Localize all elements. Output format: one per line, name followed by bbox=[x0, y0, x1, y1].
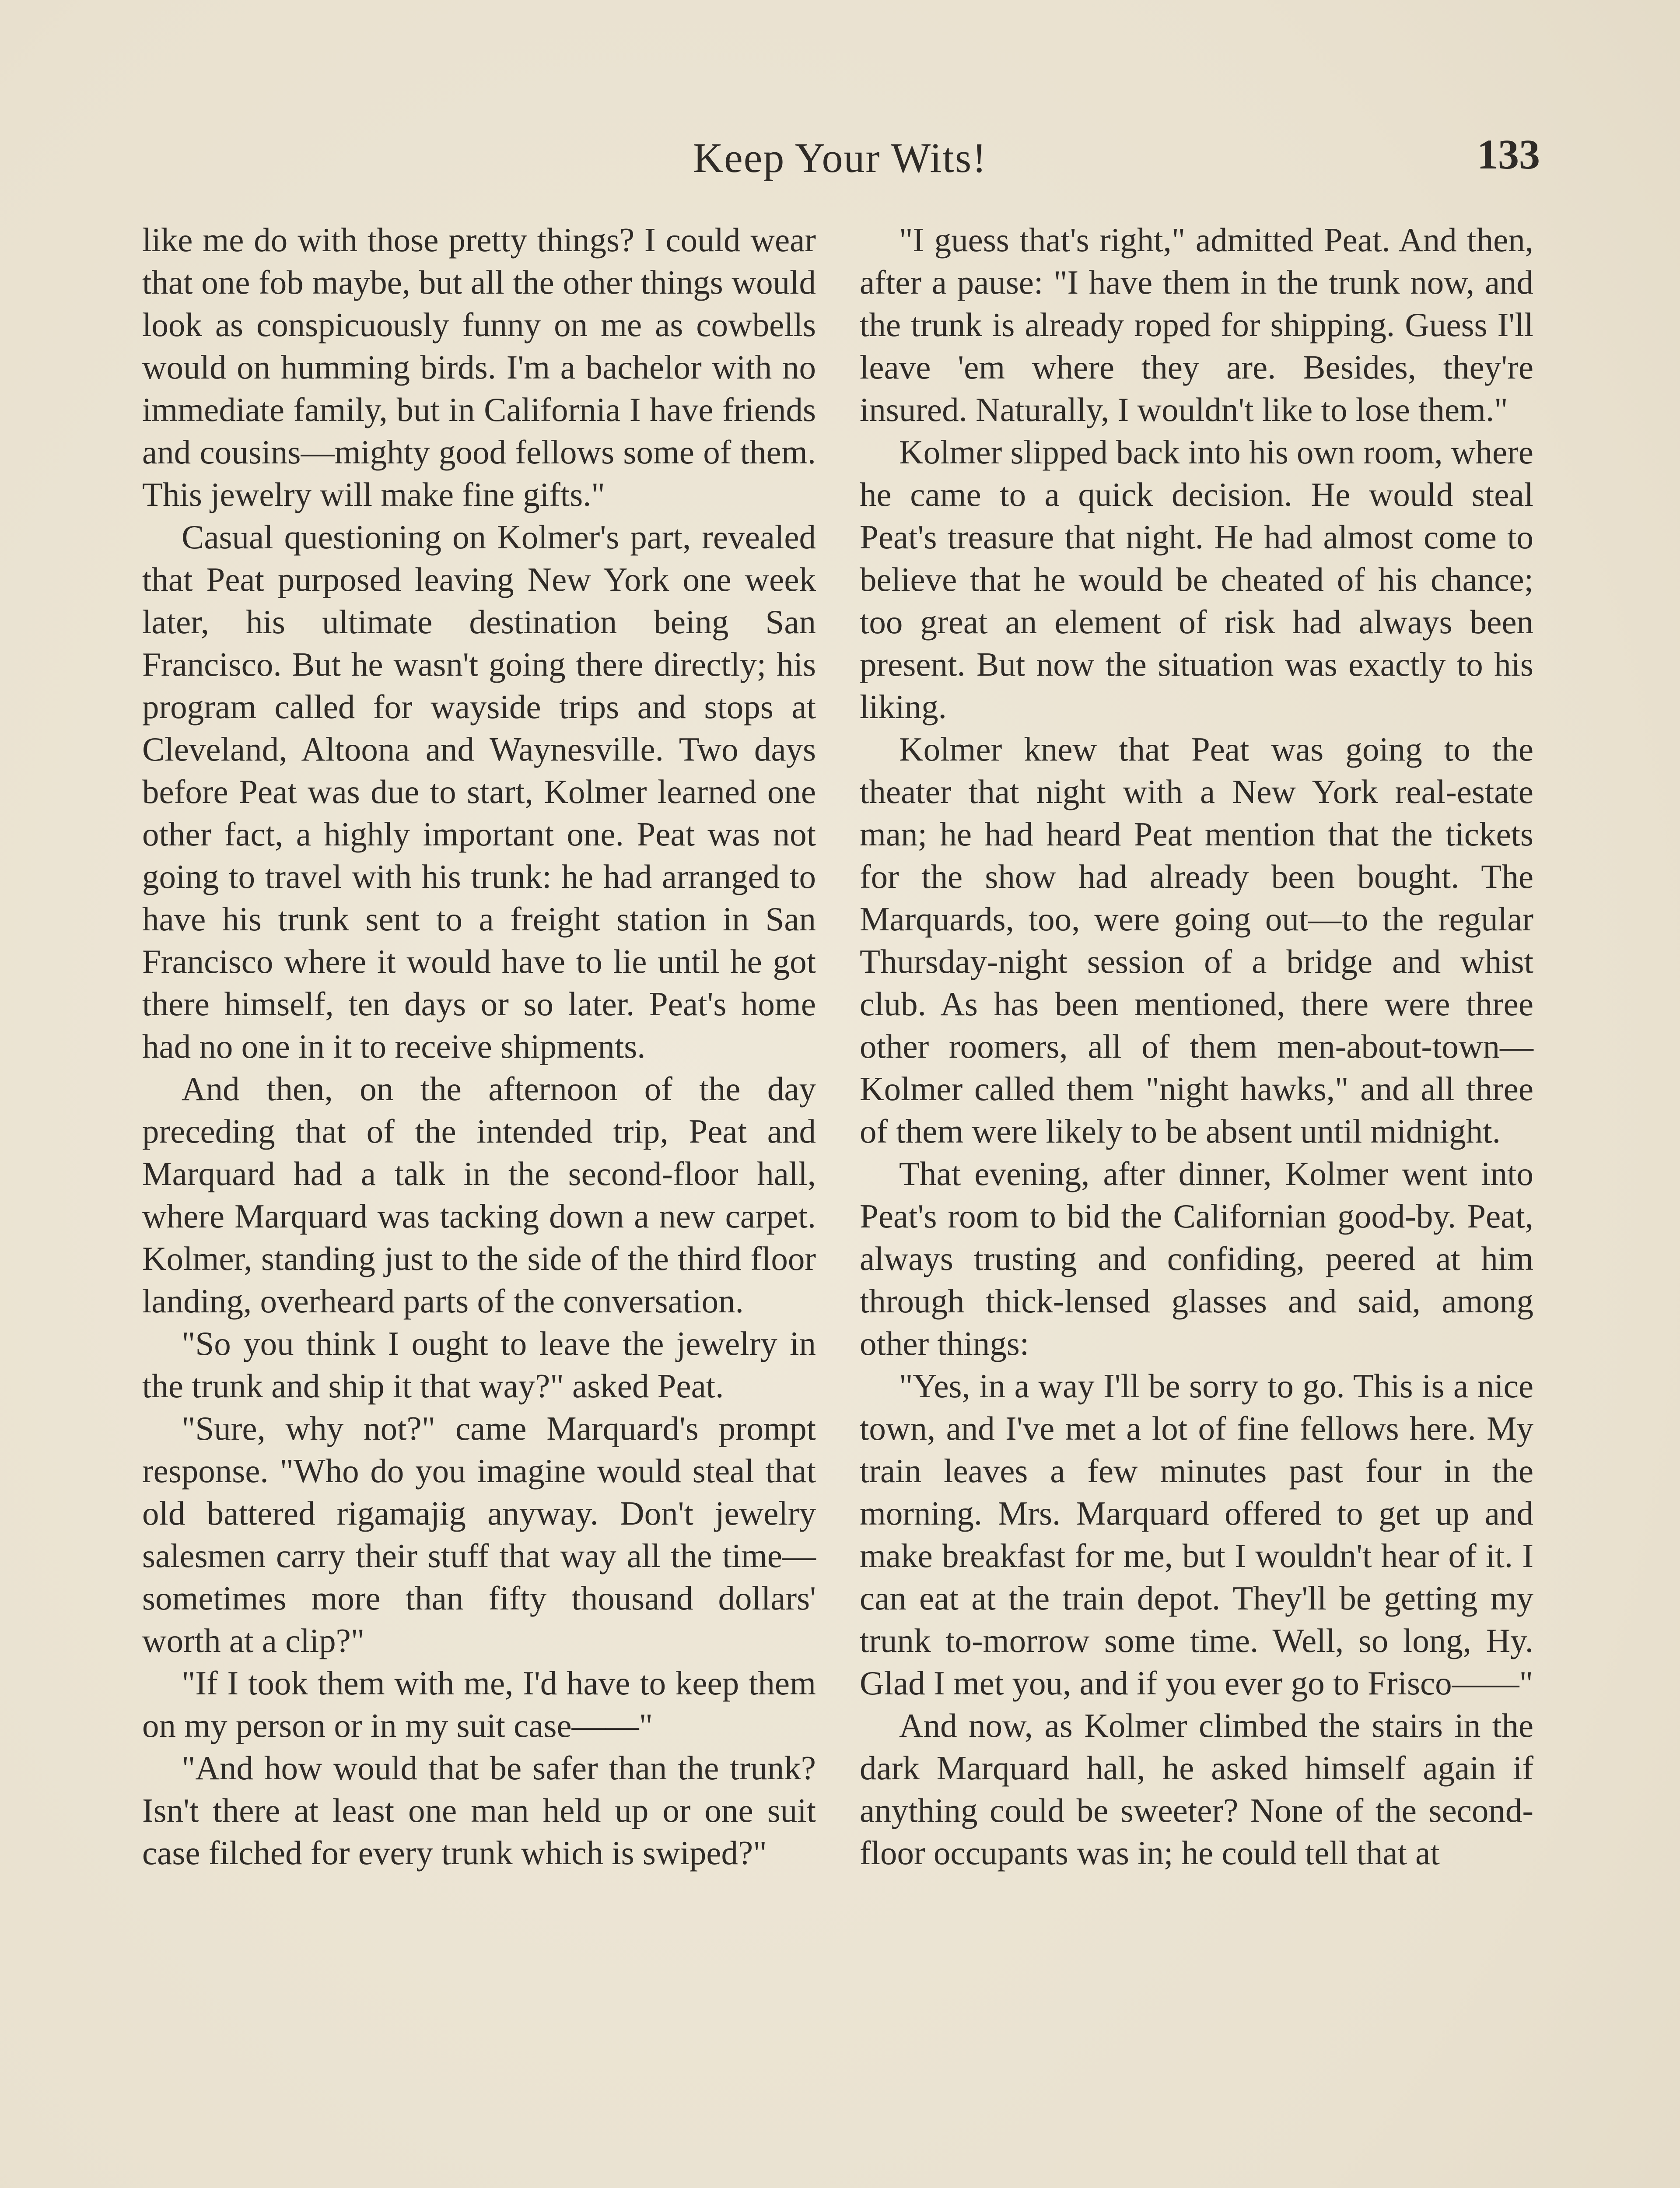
paragraph: "And how would that be safer than the trunk? Isn't there at least one man held up or one suit case filched for every trunk which is swiped?" bbox=[142, 1749, 816, 1872]
paragraph: That evening, after dinner, Kolmer went into Peat's room to bid the Californian good-by. Peat, always trusting and confiding, peered at him through thick-lensed glasses and said, among other things: bbox=[860, 1155, 1533, 1362]
paragraph: "So you think I ought to leave the jewelry in the trunk and ship it that way?" asked Peat. bbox=[142, 1325, 816, 1405]
paragraph: Casual questioning on Kolmer's part, revealed that Peat purposed leaving New York one week later, his ultimate destination being San Francisco. But he wasn't going there directly; his program called for wayside trips and stops at Cleveland, Altoona and Waynesville. Two days before Peat was due to start, Kolmer learned one other fact, a highly important one. Peat was not going to travel with his trunk: he had arranged to have his trunk sent to a freight station in San Francisco where it would have to lie until he got there himself, ten days or so later. Peat's home had no one in it to receive shipments. bbox=[142, 518, 816, 1065]
paragraph: "Yes, in a way I'll be sorry to go. This is a nice town, and I've met a lot of fine fellows here. My train leaves a few minutes past four in the morning. Mrs. Marquard offered to get up and make breakfast for me, but I wouldn't hear of it. I can eat at the train depot. They'll be getting my trunk to-morrow some time. Well, so long, Hy. Glad I met you, and if you ever go to Frisco——" bbox=[860, 1367, 1533, 1702]
paragraph: like me do with those pretty things? I could wear that one fob maybe, but all the other things would look as conspicuously funny on me as cowbells would on humming birds. I'm a bachelor with no immediate family, but in California I have friends and cousins—mighty good fellows some of them. This jewelry will make fine gifts." bbox=[142, 221, 816, 513]
paragraph: "If I took them with me, I'd have to keep them on my person or in my suit case——" bbox=[142, 1664, 816, 1744]
page-number: 133 bbox=[1477, 131, 1540, 178]
paragraph: And then, on the afternoon of the day preceding that of the intended trip, Peat and Marquard had a talk in the second-floor hall, where Marquard was tacking down a new carpet. Kolmer, standing just to the side of the third floor landing, overheard parts of the conversation. bbox=[142, 1070, 816, 1320]
paragraph: "I guess that's right," admitted Peat. And then, after a pause: "I have them in the trunk now, and the trunk is already roped for shipping. Guess I'll leave 'em where they are. Besides, they're insured. Naturally, I wouldn't like to lose them." bbox=[860, 221, 1533, 428]
right-column bbox=[860, 219, 1533, 1874]
paragraph: Kolmer knew that Peat was going to the theater that night with a New York real-estate man; he had heard Peat mention that the tickets for the show had already been bought. The Marquards, too, were going out—to the regular Thursday-night session of a bridge and whist club. As has been mentioned, there were three other roomers, all of them men-about-town—Kolmer called them "night hawks," and all three of them were likely to be absent until midnight. bbox=[860, 730, 1533, 1150]
text-columns bbox=[142, 219, 1538, 2188]
paragraph: And now, as Kolmer climbed the stairs in the dark Marquard hall, he asked himself again if anything could be sweeter? None of the second-floor occupants was in; he could tell that at bbox=[860, 1707, 1533, 1872]
paragraph: Kolmer slipped back into his own room, where he came to a quick decision. He would steal Peat's treasure that night. He had almost come to believe that he would be cheated of his chance; too great an element of risk had always been present. But now the situation was exactly to his liking. bbox=[860, 433, 1533, 726]
left-column bbox=[142, 219, 816, 1874]
page-header bbox=[140, 125, 1540, 195]
running-title: Keep Your Wits! bbox=[693, 134, 987, 181]
paragraph: "Sure, why not?" came Marquard's prompt response. "Who do you imagine would steal that old battered rigamajig anyway. Don't jewelry salesmen carry their stuff that way all the time—sometimes more than fifty thousand dollars' worth at a clip?" bbox=[142, 1410, 816, 1659]
